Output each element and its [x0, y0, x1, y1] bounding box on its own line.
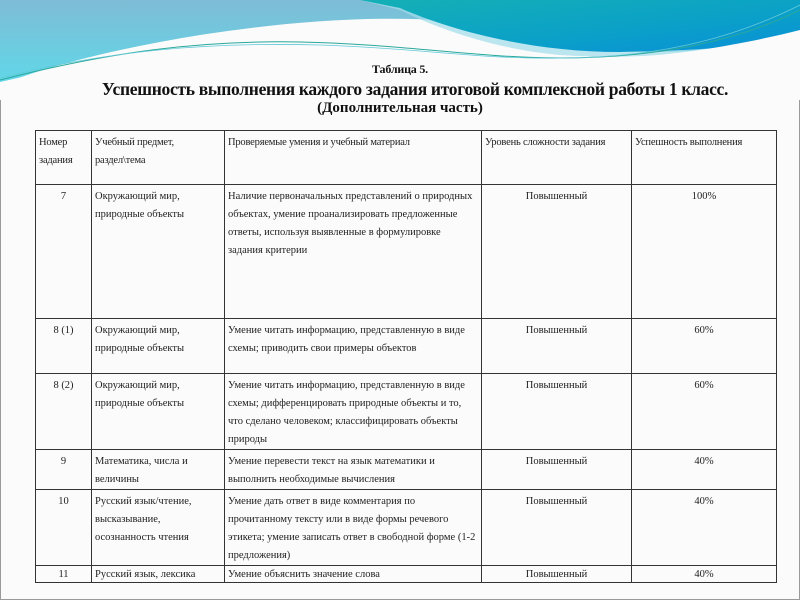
cell-difficulty: Повышенный	[482, 490, 632, 566]
table-row	[36, 374, 777, 450]
cell-subject: Русский язык, лексика	[92, 566, 225, 583]
header-success: Успешность выполнения	[632, 131, 777, 185]
cell-subject: Окружающий мир, природные объекты	[92, 374, 225, 450]
cell-skills: Умение читать информацию, представленную в виде схемы; приводить свои примеры объектов	[225, 319, 482, 374]
cell-skills: Умение объяснить значение слова	[225, 566, 482, 583]
cell-task-number: 9	[36, 450, 92, 490]
page-subtitle: (Дополнительная часть)	[317, 100, 483, 116]
header-task-number: Номер задания	[36, 131, 92, 185]
cell-task-number: 8 (1)	[36, 319, 92, 374]
table-row	[36, 566, 777, 583]
table-row	[36, 490, 777, 566]
page-title: Успешность выполнения каждого задания итоговой комплексной работы 1 класс.	[101, 79, 729, 99]
header-subject: Учебный предмет, раздел\тема	[92, 131, 225, 185]
cell-difficulty: Повышенный	[482, 374, 632, 450]
wave-right	[360, 0, 800, 52]
cell-task-number: 8 (2)	[36, 374, 92, 450]
header-skills: Проверяемые умения и учебный материал	[225, 131, 482, 185]
cell-difficulty: Повышенный	[482, 185, 632, 319]
cell-skills: Умение читать информацию, представленную в виде схемы; дифференцировать природные объекты и то, что сделано человеком; классифицировать объекты природы	[225, 374, 482, 450]
cell-difficulty: Повышенный	[482, 450, 632, 490]
table-header-row	[36, 131, 777, 185]
cell-success: 60%	[632, 374, 777, 450]
cell-success: 40%	[632, 450, 777, 490]
header-difficulty: Уровень сложности задания	[482, 131, 632, 185]
cell-success: 40%	[632, 566, 777, 583]
cell-subject: Математика, числа и величины	[92, 450, 225, 490]
cell-task-number: 10	[36, 490, 92, 566]
cell-subject: Русский язык/чтение, высказывание, осознанность чтения	[92, 490, 225, 566]
cell-success: 60%	[632, 319, 777, 374]
cell-difficulty: Повышенный	[482, 319, 632, 374]
cell-skills: Умение перевести текст на язык математики и выполнить необходимые вычисления	[225, 450, 482, 490]
cell-subject: Окружающий мир, природные объекты	[92, 319, 225, 374]
table-row	[36, 450, 777, 490]
results-table	[35, 130, 777, 583]
table-caption: Таблица 5.	[372, 62, 428, 76]
cell-success: 40%	[632, 490, 777, 566]
cell-skills: Наличие первоначальных представлений о природных объектах, умение проанализировать предложенные ответы, используя выявленные в формулировке задания критерии	[225, 185, 482, 319]
cell-success: 100%	[632, 185, 777, 319]
table-row	[36, 185, 777, 319]
cell-task-number: 11	[36, 566, 92, 583]
table-row	[36, 319, 777, 374]
cell-skills: Умение дать ответ в виде комментария по прочитанному тексту или в виде формы речевого этикета; умение записать ответ в свободной форме (1-2 предложения)	[225, 490, 482, 566]
cell-difficulty: Повышенный	[482, 566, 632, 583]
cell-task-number: 7	[36, 185, 92, 319]
cell-subject: Окружающий мир, природные объекты	[92, 185, 225, 319]
